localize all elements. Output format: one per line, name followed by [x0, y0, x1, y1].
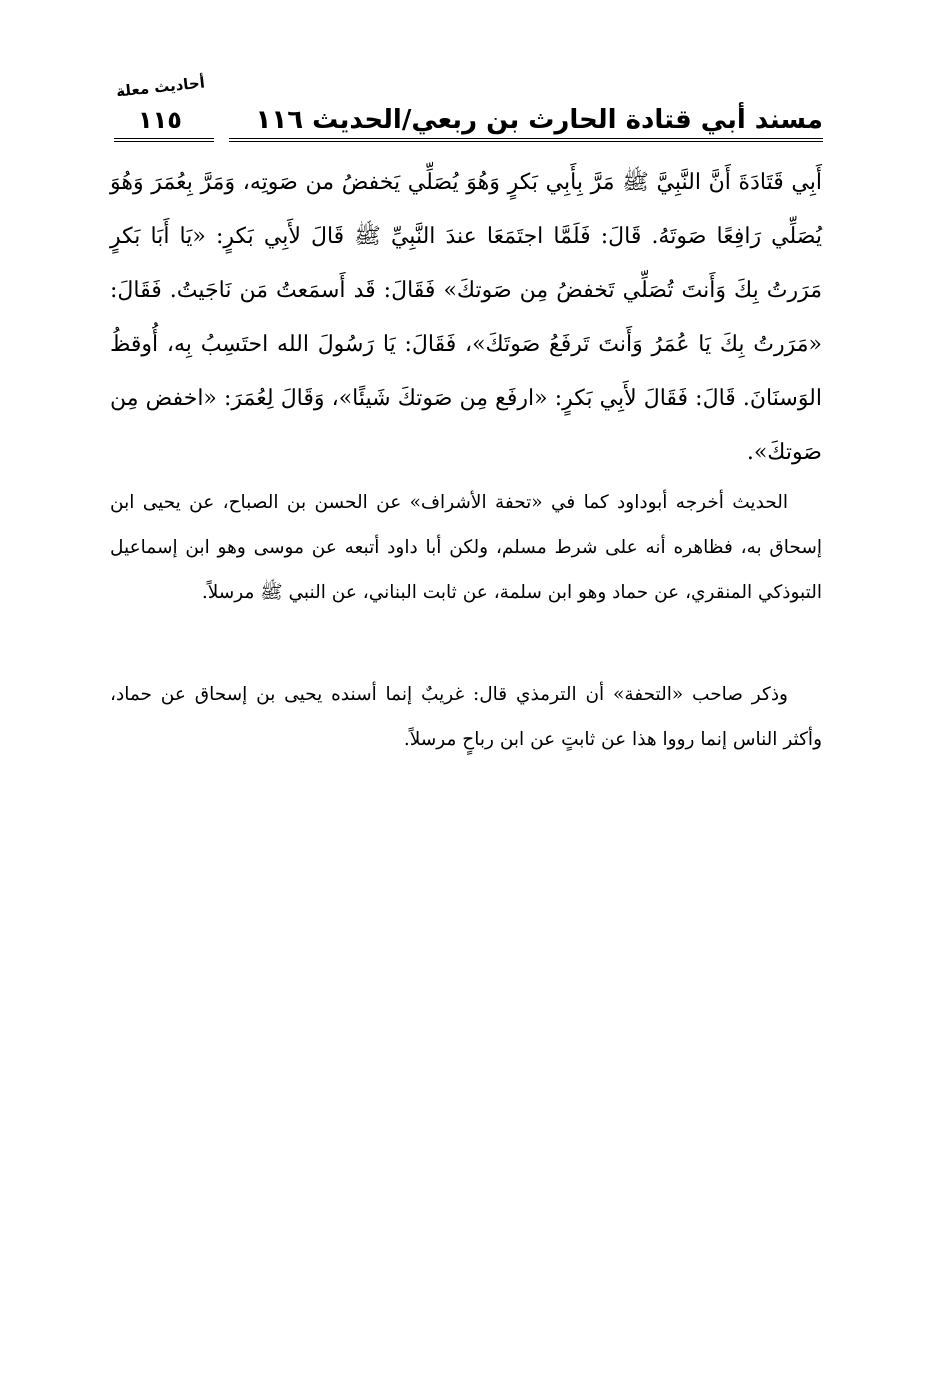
commentary-paragraph-2: وذكر صاحب «التحفة» أن الترمذي قال: غريبٌ إنما أسنده يحيى بن إسحاق عن حماد، وأكثر الناس إنما رووا هذا عن ثابتٍ عن ابن رباحٍ مرسلاً. — [110, 684, 822, 750]
page-header — [108, 73, 823, 148]
handwritten-note: أحاديث معلة — [115, 73, 206, 101]
commentary-paragraph-1: الحديث أخرجه أبوداود كما في «تحفة الأشراف» عن الحسن بن الصباح، عن يحيى ابن إسحاق به، فظاهره أنه على شرط مسلم، ولكن أبا داود أتبعه عن موسى وهو ابن إسماعيل التبوذكي المنقري، عن حماد وهو ابن سلمة، عن ثابت البناني، عن النبي ﷺ مرسلاً. — [110, 492, 822, 603]
hadith-text: أَبِي قَتَادَةَ أَنَّ النَّبِيَّ ﷺ مَرَّ بِأَبِي بَكرٍ وَهُوَ يُصَلِّي يَخفضُ من صَوتِه، وَمَرَّ بِعُمَرَ وَهُوَ يُصَلِّي رَافِعًا صَوتَهُ. قَالَ: فَلَمَّا اجتَمَعَا عندَ النَّبِيِّ ﷺ قَالَ لأَبِي بَكرٍ: «يَا أَبَا بَكرٍ مَرَرتُ بِكَ وَأَنتَ تُصَلِّي تَخفضُ مِن صَوتكَ» فَقَالَ: قَد أَسمَعتُ مَن نَاجَيتُ. فَقَالَ: «مَرَرتُ بِكَ يَا عُمَرُ وَأَنتَ تَرفَعُ صَوتَكَ»، فَقَالَ: يَا رَسُولَ الله احتَسِبُ بِه، أُوقظُ الوَسنَانَ. قَالَ: فَقَالَ لأَبِي بَكرٍ: «ارفَع مِن صَوتكَ شَيئًا»، وَقَالَ لِعُمَرَ: «اخفض مِن صَوتكَ». — [110, 170, 822, 465]
page-number-rule — [114, 138, 214, 142]
page-number: ١١٥ — [138, 106, 182, 134]
header-rule — [229, 138, 823, 142]
running-title: مسند أبي قتادة الحارث بن ربعي/الحديث ١١٦ — [255, 105, 823, 135]
